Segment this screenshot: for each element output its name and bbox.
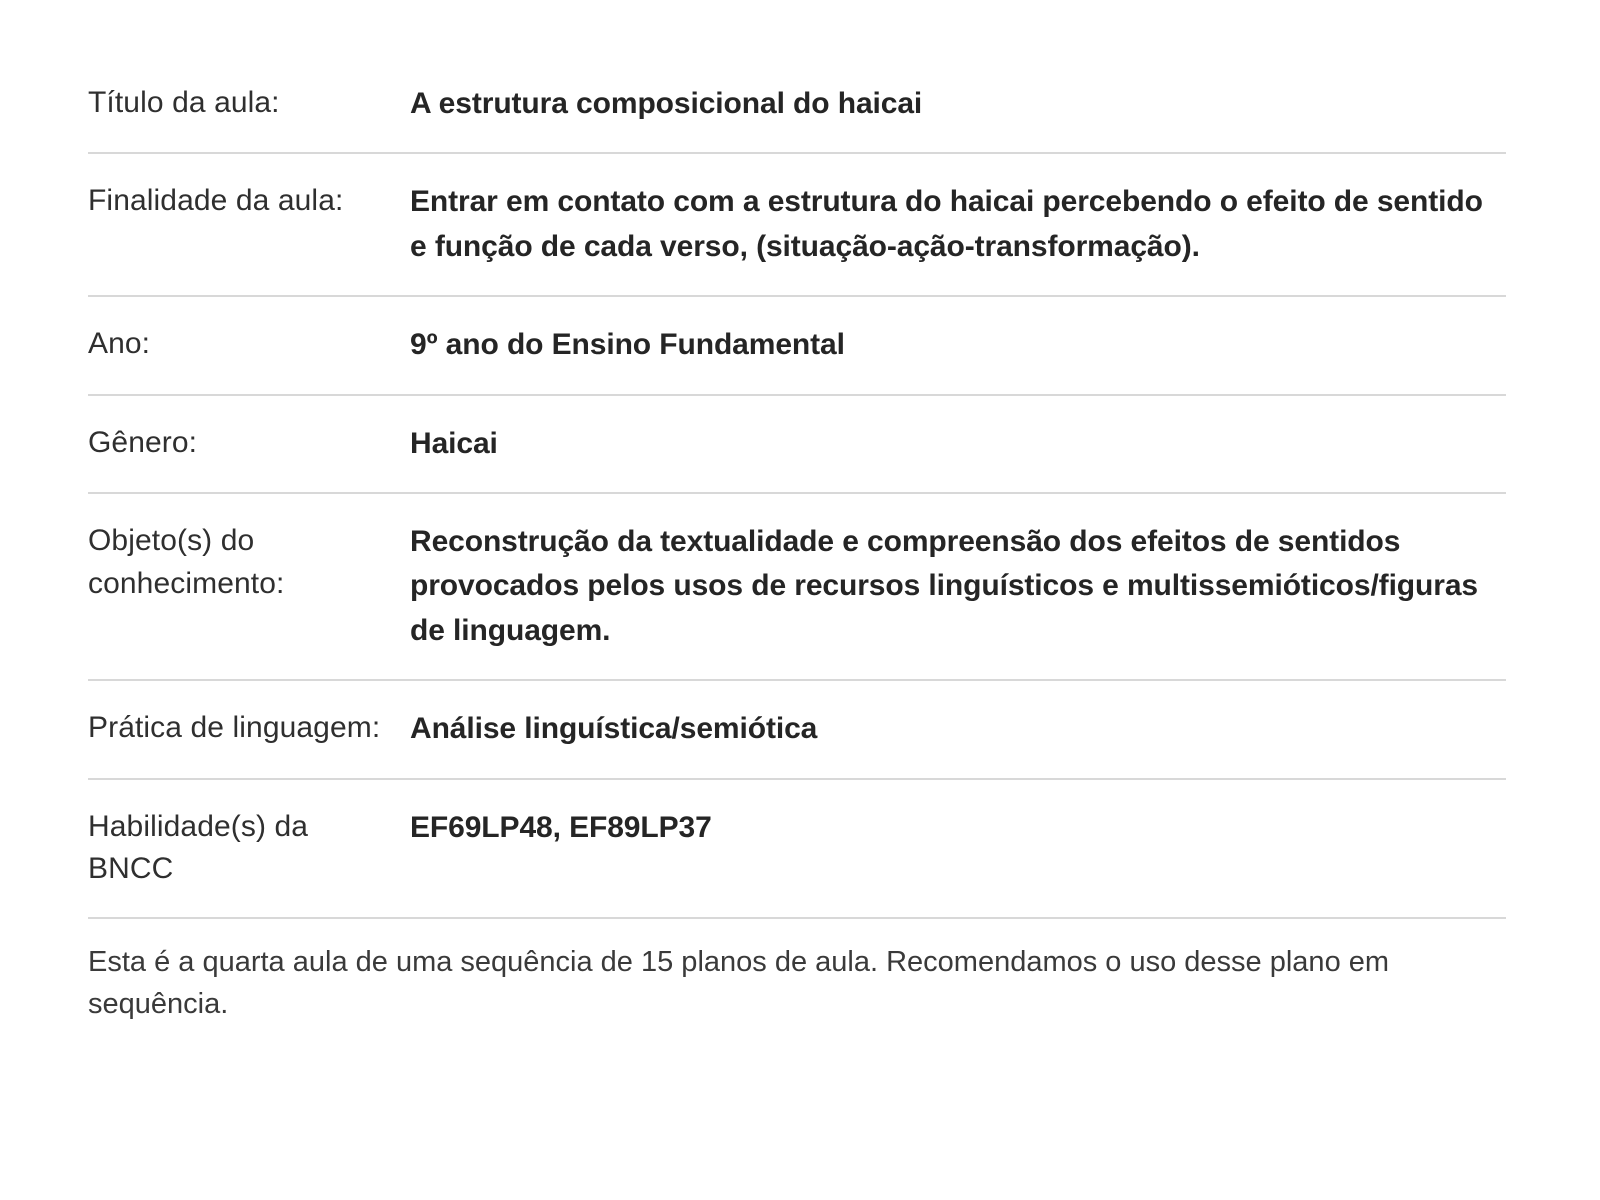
row-value: A estrutura composicional do haicai <box>410 60 1506 153</box>
table-row <box>88 296 1506 394</box>
table-row <box>88 395 1506 493</box>
row-value: Análise linguística/semiótica <box>410 680 1506 778</box>
row-value: EF69LP48, EF89LP37 <box>410 779 1506 918</box>
row-label: Título da aula: <box>88 60 410 153</box>
table-row <box>88 153 1506 296</box>
row-label: Prática de linguagem: <box>88 680 410 778</box>
table-row <box>88 493 1506 680</box>
row-value: Entrar em contato com a estrutura do haicai percebendo o efeito de sentido e função de cada verso, (situação-ação-transformação). <box>410 153 1506 296</box>
sequence-note-cell <box>88 918 1506 1025</box>
row-value: Reconstrução da textualidade e compreensão dos efeitos de sentidos provocados pelos usos de recursos linguísticos e multissemióticos/figuras de linguagem. <box>410 493 1506 680</box>
row-label: Ano: <box>88 296 410 394</box>
row-value: Haicai <box>410 395 1506 493</box>
lesson-info-table <box>88 60 1506 1025</box>
row-label: Finalidade da aula: <box>88 153 410 296</box>
row-label: Gênero: <box>88 395 410 493</box>
lesson-info-table-body <box>88 60 1506 1025</box>
table-row <box>88 680 1506 778</box>
table-row <box>88 60 1506 153</box>
row-label: Habilidade(s) da BNCC <box>88 779 410 918</box>
row-label: Objeto(s) do conhecimento: <box>88 493 410 680</box>
table-row <box>88 779 1506 918</box>
sequence-note-row <box>88 918 1506 1025</box>
sequence-note-text: Esta é a quarta aula de uma sequência de 15 planos de aula. Recomendamos o uso desse plano em sequência. <box>88 945 1390 1020</box>
row-value: 9º ano do Ensino Fundamental <box>410 296 1506 394</box>
